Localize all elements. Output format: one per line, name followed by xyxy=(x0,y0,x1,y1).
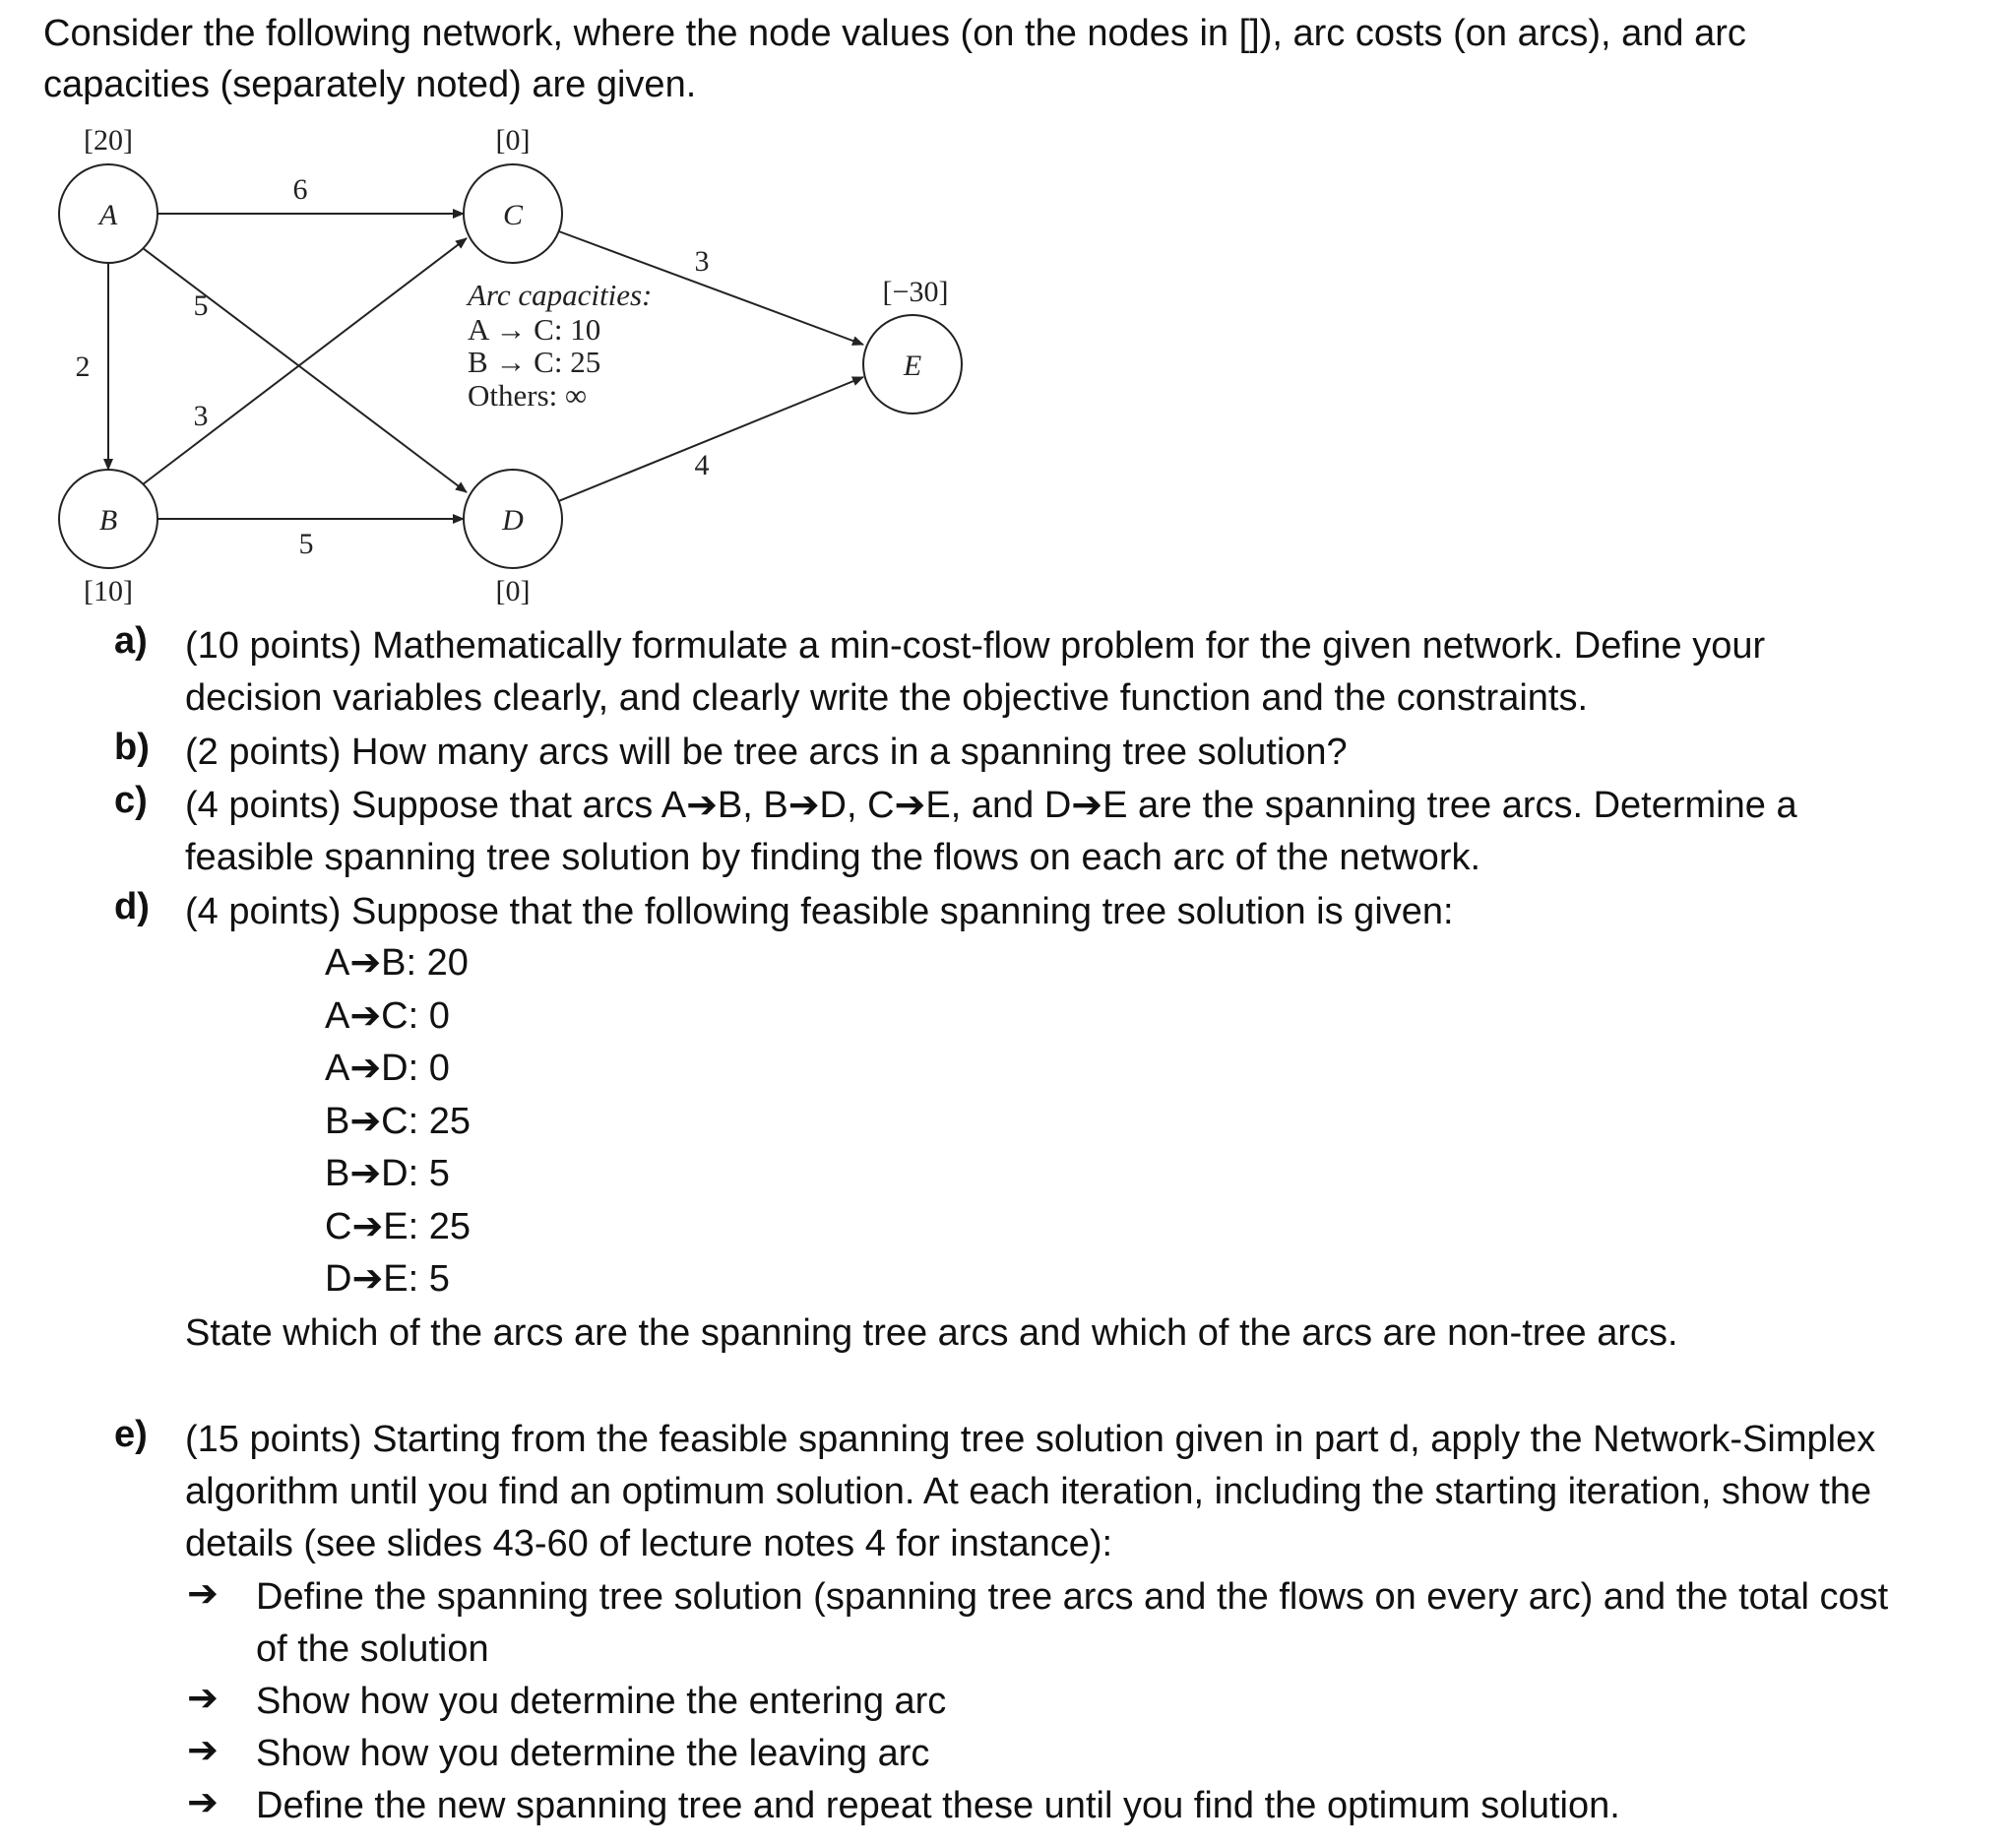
flow-list xyxy=(325,937,471,1306)
bullet-text: Show how you determine the leaving arc xyxy=(256,1733,930,1774)
flow-item: A➔B: 20 xyxy=(325,942,469,984)
node-a xyxy=(59,164,157,263)
node-d-label: D xyxy=(502,504,524,537)
node-e-value: [−30] xyxy=(882,276,949,308)
node-b xyxy=(59,470,157,568)
arrow-bullet-icon: ➔ xyxy=(187,1573,219,1615)
question-c-text: (4 points) Suppose that arcs A➔B, B➔D, C➔E, and D➔E are the spanning tree arcs. Determine a feasible spanning tree solution by finding the flows on each arc of the network. xyxy=(185,785,1797,878)
question-d-letter: d) xyxy=(114,886,150,927)
flow-item: C➔E: 25 xyxy=(325,1205,472,1247)
question-a-text: (10 points) Mathematically formulate a min-cost-flow problem for the given network. Define your decision variables clearly, and clearly write the objective function and the constraints. xyxy=(185,625,1766,719)
flow-item: A➔C: 0 xyxy=(325,994,450,1037)
flow-item: D➔E: 5 xyxy=(325,1258,450,1300)
node-e-label: E xyxy=(903,350,922,382)
capacity-line-1: A → C: 10 xyxy=(468,312,601,347)
node-b-value: [10] xyxy=(84,575,133,607)
capacities-title: Arc capacities: xyxy=(468,278,653,312)
arc-a-d xyxy=(143,248,467,492)
question-e-letter: e) xyxy=(114,1414,148,1455)
arc-d-e xyxy=(556,377,863,502)
node-e xyxy=(863,315,962,414)
arc-capacities-note xyxy=(466,278,652,413)
node-c-label: C xyxy=(502,199,524,231)
node-c xyxy=(464,164,562,263)
question-a-letter: a) xyxy=(114,620,148,662)
arrow-bullet-icon: ➔ xyxy=(187,1730,219,1771)
arc-cost-a-d: 5 xyxy=(193,289,209,322)
node-d-value: [0] xyxy=(495,575,531,607)
arrow-bullet-icon: ➔ xyxy=(187,1782,219,1823)
question-b-letter: b) xyxy=(114,727,150,768)
network-diagram xyxy=(0,108,984,620)
bullet-text: Show how you determine the entering arc xyxy=(256,1681,947,1722)
capacity-line-3: Others: ∞ xyxy=(468,378,588,413)
question-e-text: (15 points) Starting from the feasible spanning tree solution given in part d, apply the Network-Simplex algorithm until you find an optimum solution. At each iteration, including the starting iteration, show the details (see slides 43-60 of lecture notes 4 for instance): xyxy=(185,1419,1876,1564)
flow-item: A➔D: 0 xyxy=(325,1048,450,1089)
node-c-value: [0] xyxy=(495,124,531,157)
arc-cost-d-e: 4 xyxy=(694,449,710,481)
flow-item: B➔C: 25 xyxy=(325,1100,472,1142)
node-d xyxy=(464,470,562,568)
arc-cost-b-d: 5 xyxy=(298,528,314,560)
node-a-label: A xyxy=(98,199,118,231)
problem-intro: Consider the following network, where the node values (on the nodes in []), arc costs (on arcs), and arc capacities (separately noted) are given. xyxy=(43,13,1746,105)
question-d-after-text: State which of the arcs are the spanning tree arcs and which of the arcs are non-tree arcs. xyxy=(185,1312,1678,1354)
question-d-text: (4 points) Suppose that the following feasible spanning tree solution is given: xyxy=(185,891,1454,932)
arc-b-c xyxy=(143,238,467,484)
bullet-text: Define the new spanning tree and repeat these until you find the optimum solution. xyxy=(256,1785,1620,1826)
bullet-text: Define the spanning tree solution (spanning tree arcs and the flows on every arc) and the total cost of the solution xyxy=(256,1576,1889,1670)
arc-cost-a-c: 6 xyxy=(292,173,308,206)
question-c-letter: c) xyxy=(114,780,148,821)
arrow-bullet-icon: ➔ xyxy=(187,1678,219,1719)
node-b-label: B xyxy=(98,504,118,537)
flow-item: B➔D: 5 xyxy=(325,1153,450,1194)
node-a-value: [20] xyxy=(84,124,133,157)
arc-cost-a-b: 2 xyxy=(75,350,91,383)
arc-cost-c-e: 3 xyxy=(694,245,710,278)
question-b-text: (2 points) How many arcs will be tree arcs in a spanning tree solution? xyxy=(185,732,1348,773)
arc-cost-b-c: 3 xyxy=(193,400,209,432)
capacity-line-2: B → C: 25 xyxy=(468,345,601,379)
